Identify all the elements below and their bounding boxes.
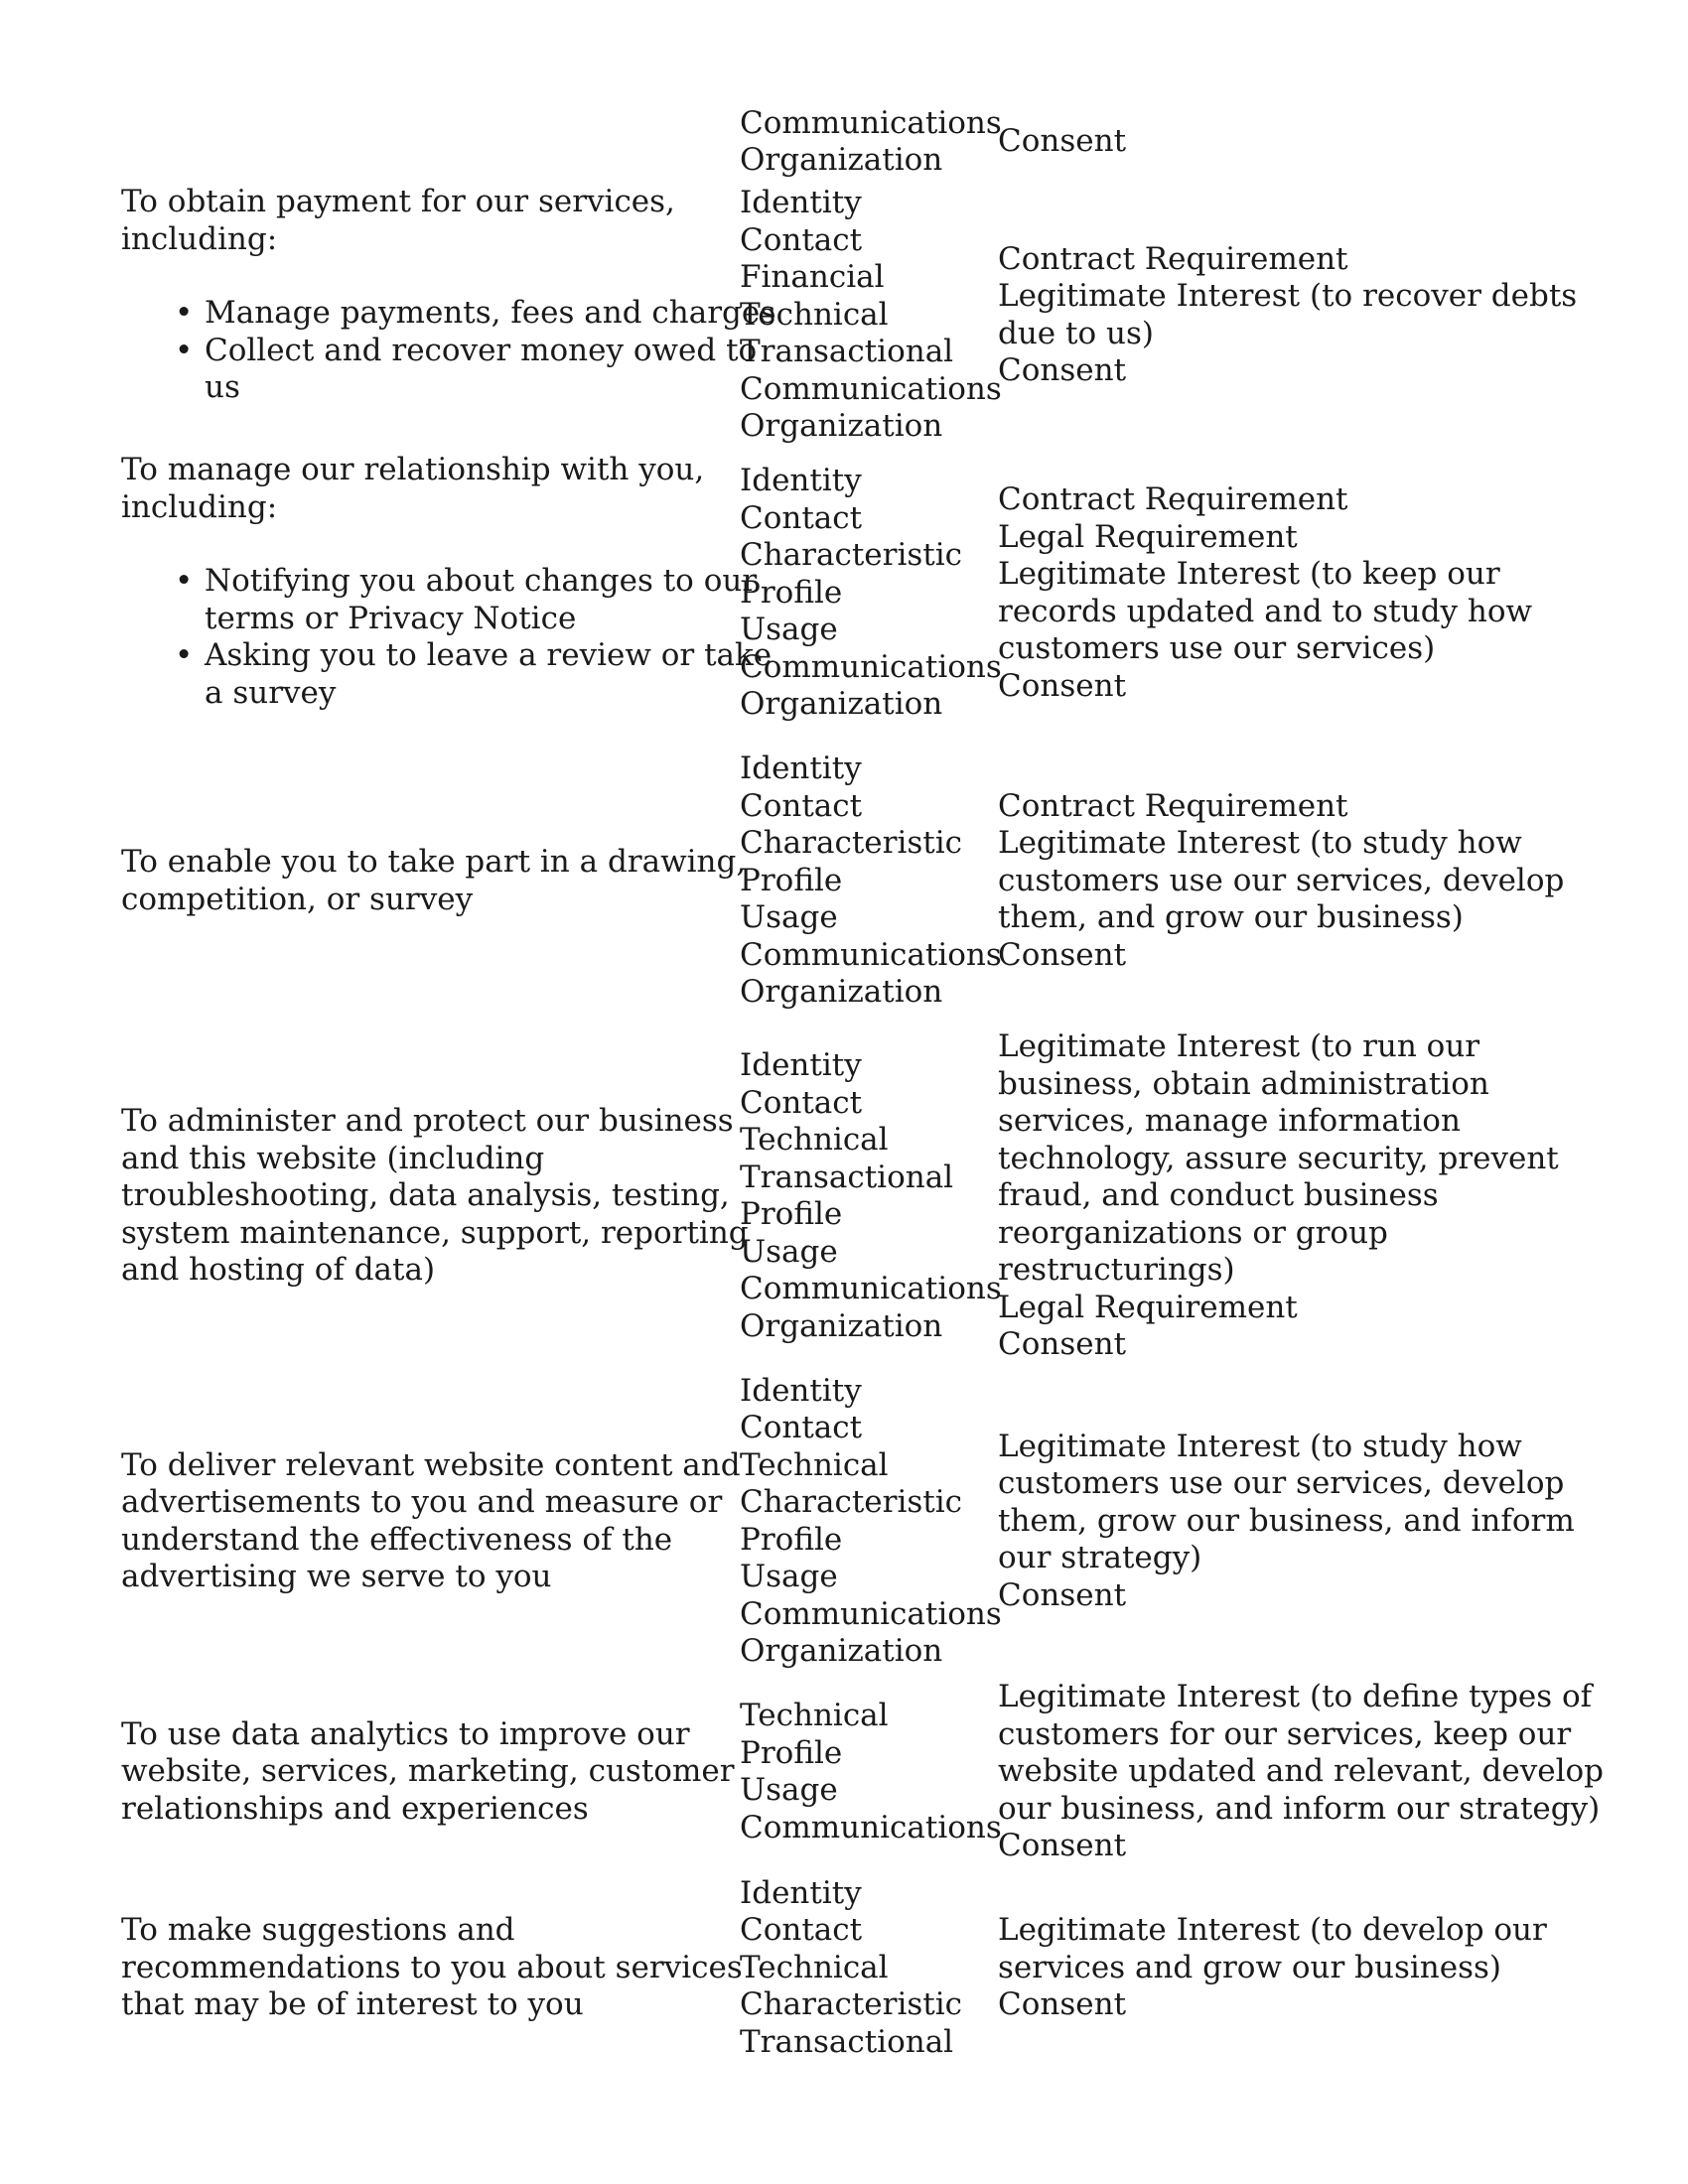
data-type: Transactional xyxy=(740,1159,954,1195)
basis-line: fraud, and conduct business xyxy=(998,1177,1439,1214)
data-type: Technical xyxy=(740,1949,889,1985)
basis-line: Consent xyxy=(998,1986,1127,2023)
data-type: Communications xyxy=(740,370,1002,407)
data-type: Communications xyxy=(740,648,1002,685)
purpose-intro: To obtain payment for our services, including: xyxy=(121,184,675,257)
data-type: Communications xyxy=(740,104,1002,141)
basis-line: Consent xyxy=(998,1576,1127,1613)
purpose-bullet-list xyxy=(121,295,776,407)
basis-line: Contract Requirement xyxy=(998,787,1348,824)
data-type: Financial xyxy=(740,259,885,296)
data-type: Characteristic xyxy=(740,537,963,574)
table-row xyxy=(0,1370,1688,1673)
basis-line: Legitimate Interest (to develop our xyxy=(998,1912,1547,1949)
basis-line: restructurings) xyxy=(998,1252,1235,1289)
data-type: Profile xyxy=(740,1196,843,1232)
data-type: Identity xyxy=(740,751,862,787)
basis-line: Legal Requirement xyxy=(998,1289,1298,1325)
data-type: Technical xyxy=(740,296,889,333)
data-type: Identity xyxy=(740,463,862,499)
lawful-basis-cell xyxy=(998,1678,1605,1866)
basis-line: Legitimate Interest (to study how xyxy=(998,1428,1522,1464)
table-row xyxy=(0,103,1688,181)
basis-line: our business, and inform our strategy) xyxy=(998,1790,1601,1827)
basis-line: Consent xyxy=(998,1828,1127,1864)
purpose-cell xyxy=(121,103,737,181)
table-row xyxy=(0,1871,1688,2065)
basis-line: customers use our services, develop xyxy=(998,1465,1565,1502)
data-type: Contact xyxy=(740,787,863,824)
data-types-cell xyxy=(740,1871,1000,2065)
data-type: Contact xyxy=(740,1410,863,1445)
data-types-cell xyxy=(740,184,1000,447)
data-type: Contact xyxy=(740,221,863,258)
basis-line: Legitimate Interest (to define types of xyxy=(998,1679,1593,1715)
data-type: Organization xyxy=(740,1307,943,1344)
data-type: Organization xyxy=(740,1633,943,1669)
purpose-cell: To make suggestions and recommendations to you about services that may be of interest to you xyxy=(121,1912,743,2023)
data-type: Communications xyxy=(740,1595,1002,1632)
purpose-cell: To administer and protect our business and this website (including troubleshooting, data analysis, testing, system maintenance, support, reporting and hosting of data) xyxy=(121,1103,749,1289)
data-type: Characteristic xyxy=(740,1986,963,2023)
basis-line: customers for our services, keep our xyxy=(998,1715,1572,1752)
purpose-intro: To manage our relationship with you, including: xyxy=(121,452,705,525)
data-type: Transactional xyxy=(740,2023,954,2060)
lawful-basis-cell xyxy=(998,1871,1584,2065)
basis-line: Legitimate Interest (to study how xyxy=(998,825,1522,862)
data-type: Usage xyxy=(740,1559,838,1594)
data-type: Technical xyxy=(740,1446,889,1483)
basis-line: Legitimate Interest (to run our xyxy=(998,1028,1480,1065)
basis-line: Consent xyxy=(998,667,1127,704)
purpose-cell: To enable you to take part in a drawing, competition, or survey xyxy=(121,844,747,917)
data-type: Profile xyxy=(740,1734,843,1771)
data-type: Characteristic xyxy=(740,1484,963,1520)
table-row xyxy=(0,740,1688,1023)
data-type: Organization xyxy=(740,142,943,178)
data-type: Identity xyxy=(740,185,862,221)
basis-line: Contract Requirement xyxy=(998,481,1348,517)
data-type: Characteristic xyxy=(740,825,963,862)
basis-line: records updated and to study how xyxy=(998,593,1533,629)
data-type: Communications xyxy=(740,936,1002,973)
data-types-cell xyxy=(740,740,1000,1023)
basis-line: services and grow our business) xyxy=(998,1949,1501,1985)
basis-line: technology, assure security, prevent xyxy=(998,1140,1559,1176)
data-type: Communications xyxy=(740,1809,1002,1845)
basis-line: due to us) xyxy=(998,315,1154,351)
data-types-cell xyxy=(740,1370,1000,1673)
table-row xyxy=(0,1678,1688,1866)
data-type: Profile xyxy=(740,862,843,898)
lawful-basis-cell xyxy=(998,184,1584,447)
bullet-item: • Collect and recover money owed to us xyxy=(121,333,737,407)
table-row xyxy=(0,1027,1688,1365)
basis-line: customers use our services, develop xyxy=(998,862,1565,898)
basis-line: them, and grow our business) xyxy=(998,899,1464,936)
basis-line: business, obtain administration xyxy=(998,1065,1489,1102)
data-type: Profile xyxy=(740,574,843,611)
data-type: Identity xyxy=(740,1372,862,1409)
basis-line: our strategy) xyxy=(998,1540,1202,1576)
data-type: Contact xyxy=(740,499,863,536)
lawful-basis-cell xyxy=(998,452,1584,735)
basis-line: Legitimate Interest (to recover debts xyxy=(998,278,1578,314)
lawful-basis-cell xyxy=(998,103,1584,181)
data-types-cell xyxy=(740,1027,1000,1365)
lawful-basis-cell xyxy=(998,1027,1584,1365)
data-type: Identity xyxy=(740,1874,862,1911)
lawful-basis-cell xyxy=(998,1370,1584,1673)
bullet-item: • Notifying you about changes to our terms or Privacy Notice xyxy=(121,563,737,637)
data-type: Profile xyxy=(740,1521,843,1558)
purpose-cell xyxy=(121,184,776,447)
data-types-cell xyxy=(740,452,1000,735)
bullet-item: • Asking you to leave a review or take a survey xyxy=(121,637,737,712)
data-type: Transactional xyxy=(740,334,954,370)
data-type: Technical xyxy=(740,1698,889,1733)
purpose-cell: To deliver relevant website content and advertisements to you and measure or understand the effectiveness of the advertising we serve to you xyxy=(121,1446,741,1594)
lawful-basis-cell xyxy=(998,740,1584,1023)
data-type: Organization xyxy=(740,686,943,723)
basis-line: them, grow our business, and inform xyxy=(998,1502,1575,1539)
basis-line: Consent xyxy=(998,352,1127,388)
data-type: Communications xyxy=(740,1271,1002,1306)
data-types-cell xyxy=(740,103,1000,181)
basis-line: Consent xyxy=(998,936,1127,973)
basis-line: Contract Requirement xyxy=(998,240,1348,277)
basis-line: services, manage information xyxy=(998,1103,1461,1140)
data-type: Contact xyxy=(740,1084,863,1121)
data-type: Usage xyxy=(740,1233,838,1270)
data-types-cell xyxy=(740,1678,1000,1866)
basis-line: customers use our services) xyxy=(998,630,1436,666)
data-type: Organization xyxy=(740,408,943,445)
data-type: Usage xyxy=(740,612,838,648)
purpose-cell: To use data analytics to improve our website, services, marketing, customer relationships and experiences xyxy=(121,1715,735,1827)
table-row xyxy=(0,452,1688,735)
data-type: Technical xyxy=(740,1122,889,1158)
purpose-bullet-list xyxy=(121,563,773,712)
basis-line: reorganizations or group xyxy=(998,1214,1388,1251)
basis-line: Legitimate Interest (to keep our xyxy=(998,556,1500,592)
purpose-cell xyxy=(121,452,773,735)
basis-line: Consent xyxy=(998,1326,1127,1363)
basis-line: Consent xyxy=(998,123,1127,160)
data-type: Usage xyxy=(740,899,838,936)
data-type: Organization xyxy=(740,974,943,1011)
bullet-item: • Manage payments, fees and charges xyxy=(121,295,737,333)
basis-line: website updated and relevant, develop xyxy=(998,1753,1605,1790)
basis-line: Legal Requirement xyxy=(998,518,1298,555)
data-type: Contact xyxy=(740,1912,863,1949)
data-type: Identity xyxy=(740,1047,862,1083)
data-type: Usage xyxy=(740,1772,838,1808)
table-row xyxy=(0,184,1688,447)
